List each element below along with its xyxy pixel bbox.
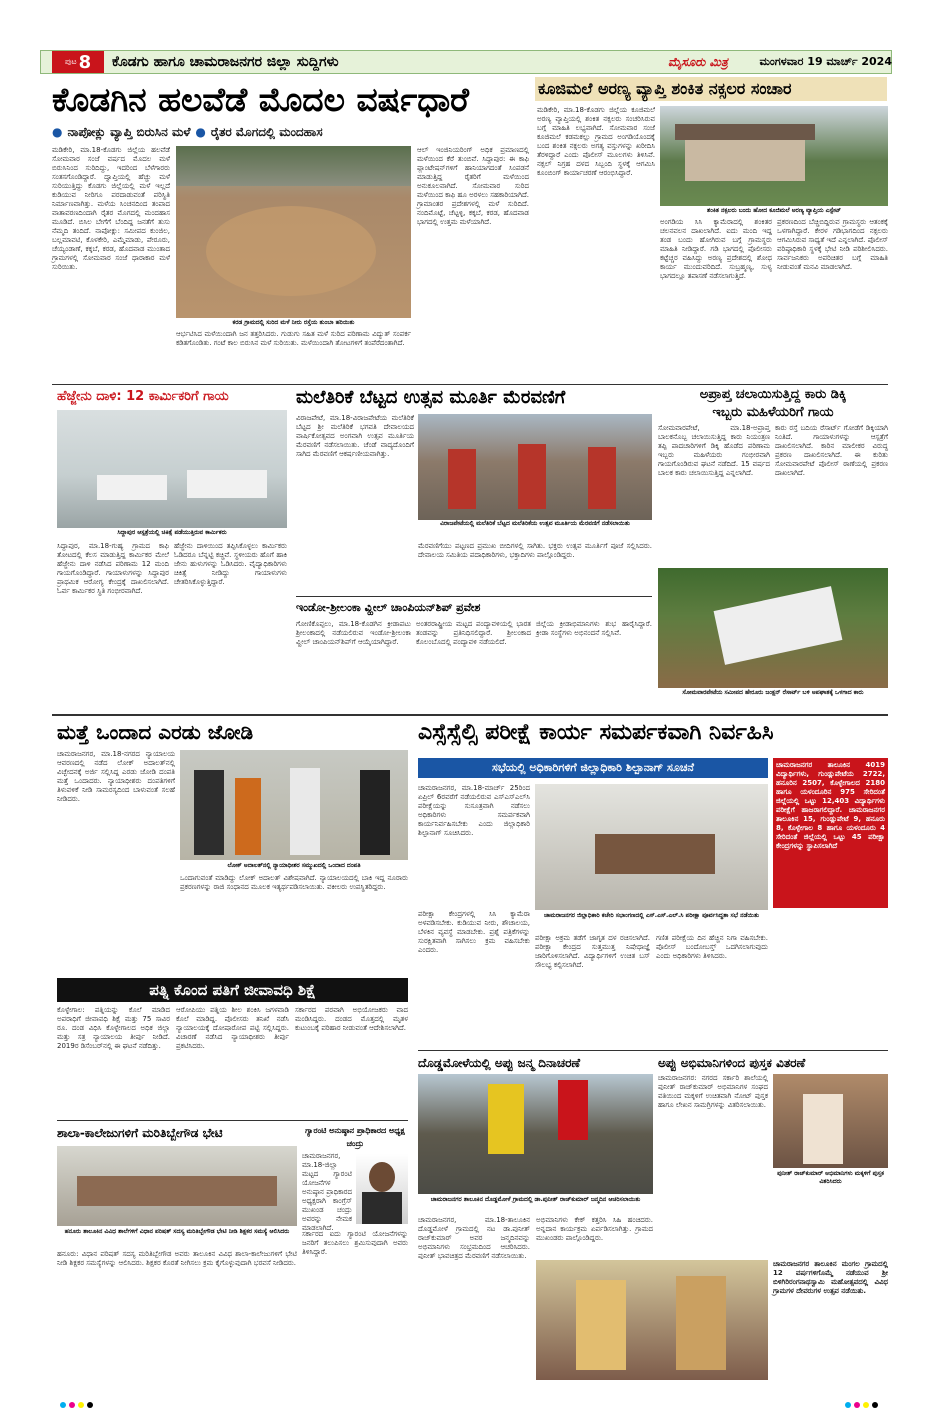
appu-birthday-headline: ದೊಡ್ಡಮೋಳೆಯಲ್ಲಿ ಅಪ್ಪು ಜನ್ಮ ದಿನಾಚರಣೆ [418, 1056, 581, 1070]
sslc-photo [535, 784, 768, 910]
cricket-col2: ಅಂತರರಾಷ್ಟ್ರೀಯ ಮಟ್ಟದ ಪಂದ್ಯಾವಳಿಯಲ್ಲಿ ಭಾರತ ತಂಡವನ್ನು ಪ್ರತಿನಿಧಿಸಲಿದ್ದಾರೆ. ಶ್ರೀಲಂಕಾದ ಕೊಲಂಬೊದಲ್ಲಿ ಪಂದ್ಯಾವಳಿ ನಡೆಯಲಿದೆ. [416, 620, 531, 646]
accident-photo-caption: ಸೋಮವಾರಪೇಟೆಯ ಸಮೀಪದ ಹೇರೂರು ಜಂಕ್ಷನ್ ರೆಸಾರ್ಟ್ ಬಳಿ ಅಪಘಾತಕ್ಕೆ ಒಳಗಾದ ಕಾರು [682, 689, 864, 696]
lead-col1: ಮಡಿಕೇರಿ, ಮಾ.18-ಕೊಡಗು ಜಿಲ್ಲೆಯ ಹಲವೆಡೆ ಸೋಮವಾರ ಸಂಜೆ ವರ್ಷದ ಮೊದಲ ಮಳೆ ಬಿರುಸಿನಿಂದ ಸುರಿದಿದ್ದು, ಇದರಿಂದ ಬೆಳೆಗಾರರು ಸಂತಸಗೊಂಡಿದ್ದಾರೆ. ದ್ವಾಪ್ತಿಯಲ್ಲಿ ಹೆಚ್ಚು ಮಳೆ ಸುರಿಯುತ್ತಿದ್ದು ಕೊಡಗು ಜಿಲ್ಲೆಯಲ್ಲಿ ಮಳೆ ಇಲ್ಲದೆ ಕುಡಿಯುವ ನೀರಿಗೂ ಪರದಾಡುವಂತೆ ಪರಿಸ್ಥಿತಿ ನಿರ್ಮಾಣವಾಗಿತ್ತು. ಮಳೆಯ ಸಿಂಚನದಿಂದ ತಂಪಾದ ವಾತಾವರಣದಿಂದಾಗಿ ರೈತರ ಮೊಗದಲ್ಲಿ ಮಂದಹಾಸ ಮೂಡಿದೆ. ಬಿಸಿಲ ಬೇಗೆಗೆ ಬೆಂದಿದ್ದ ಜನತೆಗೆ ತುಸು ನೆಮ್ಮದಿ ತಂದಿದೆ. ನಾಪೋಕ್ಲು: ಸಮೀಪದ ಕುಂಜಿಲ, ಬಲ್ಲಮಾವಟಿ, ಕೊಳಕೇರಿ, ಎಮ್ಮೆಮಾಡು, ಪೇರೂರು, ಚೆಯ್ಯಂಡಾಣೆ, ಕಕ್ಕಬೆ, ಕರಡ, ಹೊದವಾಡ ಮುಂತಾದ ಗ್ರಾಮಗಳಲ್ಲಿ ಸೋಮವಾರ ಸಂಜೆ ಧಾರಾಕಾರ ಮಳೆ ಸುರಿಯಿತು. [52, 146, 170, 271]
accident-headline1: ಅಪ್ರಾಪ್ತ ಚಲಾಯಿಸುತ್ತಿದ್ದ ಕಾರು ಡಿಕ್ಕಿ [699, 387, 847, 402]
kujimale-photo [660, 106, 888, 206]
school-photo-caption: ಹನೂರು ತಾಲೂಕಿನ ವಿವಿಧ ಶಾಲೆಗಳಿಗೆ ವಿಧಾನ ಪರಿಷತ್ ಸದಸ್ಯ ಮರಿತಿಬ್ಬೇಗೌಡ ಭೇಟಿ ನೀಡಿ ಶಿಕ್ಷಕರ ಸಮಸ್ಯೆ ಆಲಿಸಿದರು [64, 1228, 290, 1235]
wasp-col1: ಸಿದ್ದಾಪುರ, ಮಾ.18-ಗುಹ್ಯ ಗ್ರಾಮದ ಕಾಫಿ ತೋಟದಲ್ಲಿ ಕೆಲಸ ಮಾಡುತ್ತಿದ್ದ ಕಾರ್ಮಿಕರ ಮೇಲೆ ಹೆಜ್ಜೇನು ದಾಳಿ ನಡೆಸಿದ ಪರಿಣಾಮ 12 ಮಂದಿ ಗಾಯಗೊಂಡಿದ್ದಾರೆ. ಗಾಯಾಳುಗಳನ್ನು ಸಿದ್ದಾಪುರ ಪ್ರಾಥಮಿಕ ಆರೋಗ್ಯ ಕೇಂದ್ರಕ್ಕೆ ದಾಖಲಿಸಲಾಗಿದೆ. ಓರ್ವ ಕಾರ್ಮಿಕರ ಸ್ಥಿತಿ ಗಂಭೀರವಾಗಿದೆ. [57, 542, 169, 595]
sslc-box: ಚಾಮರಾಜನಗರ ತಾಲೂಕಿನ 4019 ವಿದ್ಯಾರ್ಥಿಗಳು, ಗುಂಡ್ಲುಪೇಟೆಯ 2722, ಹನೂರಿನ 2507, ಕೊಳ್ಳೇಗಾಲದ 2180 ಹಾಗೂ ಯಳಂದೂರಿನ 975 ಸೇರಿದಂತೆ ಜಿಲ್ಲೆಯಲ್ಲಿ ಒಟ್ಟು 12,403 ವಿದ್ಯಾರ್ಥಿಗಳು ಪರೀಕ್ಷೆಗೆ ಹಾಜರಾಗಲಿದ್ದಾರೆ. ಚಾಮರಾಜನಗರ ತಾಲೂಕಿನ 15, ಗುಂಡ್ಲುಪೇಟೆ 9, ಹನೂರು 8, ಕೊಳ್ಳೇಗಾಲ 8 ಹಾಗೂ ಯಳಂದೂರು 4 ಸೇರಿದಂತೆ ಜಿಲ್ಲೆಯಲ್ಲಿ ಒಟ್ಟು 45 ಪರೀಕ್ಷಾ ಕೇಂದ್ರಗಳನ್ನು ಸ್ಥಾಪಿಸಲಾಗಿದೆ [773, 758, 888, 908]
section-title: ಕೊಡಗು ಹಾಗೂ ಚಾಮರಾಜನಗರ ಜಿಲ್ಲಾ ಸುದ್ದಿಗಳು [112, 54, 339, 70]
accident-col1: ಸೋಮವಾರಪೇಟೆ, ಮಾ.18-ಅಪ್ರಾಪ್ತ ಬಾಲಕನೊಬ್ಬ ಚಲಾಯಿಸುತ್ತಿದ್ದ ಕಾರು ನಿಯಂತ್ರಣ ತಪ್ಪಿ ಪಾದಚಾರಿಗಳಿಗೆ ಡಿಕ್ಕಿ ಹೊಡೆದ ಪರಿಣಾಮ ಇಬ್ಬರು ಮಹಿಳೆಯರು ಗಂಭೀರವಾಗಿ ಗಾಯಗೊಂಡಿರುವ ಘಟನೆ ನಡೆದಿದೆ. 15 ವರ್ಷದ ಬಾಲಕ ಕಾರು ಚಲಾಯಿಸುತ್ತಿದ್ದ ಎನ್ನಲಾಗಿದೆ. [658, 424, 770, 477]
sslc-col4: ಗಣಿತ ಪರೀಕ್ಷೆಯ ದಿನ ಹೆಚ್ಚಿನ ನಿಗಾ ವಹಿಸಬೇಕು. ಪೊಲೀಸ್ ಬಂದೋಬಸ್ತ್ ಒದಗಿಸಲಾಗುವುದು ಎಂದು ಅಧಿಕಾರಿಗಳು ತಿಳಿಸಿದರು. [656, 934, 768, 960]
divider [418, 1050, 888, 1051]
betta-photo [418, 414, 652, 520]
page-label: ಪುಟ [64, 57, 77, 66]
accident-col2: ಕಾರು ರಸ್ತೆ ಬದಿಯ ರೆಸಾರ್ಟ್ ಗೋಡೆಗೆ ಡಿಕ್ಕಿಯಾಗಿ ನಿಂತಿದೆ. ಗಾಯಾಳುಗಳನ್ನು ಆಸ್ಪತ್ರೆಗೆ ದಾಖಲಿಸಲಾಗಿದೆ. ಕಾರಿನ ಮಾಲೀಕರ ವಿರುದ್ಧ ಪ್ರಕರಣ ದಾಖಲಿಸಲಾಗಿದೆ. ಈ ಕುರಿತು ಸೋಮವಾರಪೇಟೆ ಪೊಲೀಸ್ ಠಾಣೆಯಲ್ಲಿ ಪ್ರಕರಣ ದಾಖಲಾಗಿದೆ. [775, 424, 888, 477]
paper-name: ಮೈಸೂರು ಮಿತ್ರ [668, 55, 728, 69]
life-sentence-col1: ಕೊಳ್ಳೇಗಾಲ: ಪತ್ನಿಯನ್ನು ಕೊಲೆ ಮಾಡಿದ ಅಪರಾಧಿಗೆ ಜೀವಾವಧಿ ಶಿಕ್ಷೆ ಮತ್ತು 75 ಸಾವಿರ ರೂ. ದಂಡ ವಿಧಿಸಿ ಕೊಳ್ಳೇಗಾಲದ ಅಧಿಕ ಜಿಲ್ಲಾ ಮತ್ತು ಸತ್ರ ನ್ಯಾಯಾಲಯ ತೀರ್ಪು ನೀಡಿದೆ. 2019ರ ಡಿಸೆಂಬರ್‌ನಲ್ಲಿ ಈ ಘಟನೆ ನಡೆದಿತ್ತು. [57, 1006, 170, 1050]
appu-birthday-caption: ಚಾಮರಾಜನಗರ ತಾಲೂಕಿನ ದೊಡ್ಡಮೋಳೆ ಗ್ರಾಮದಲ್ಲಿ ಡಾ.ಪುನೀತ್ ರಾಜ್‌ಕುಮಾರ್ ಜನ್ಮದಿನ ಆಚರಿಸಲಾಯಿತು [430, 1196, 641, 1203]
cricket-col1: ಗೋಣಿಕೊಪ್ಪಲು, ಮಾ.18-ಕೊಡಗಿನ ಕ್ರೀಡಾಪಟು ಶ್ರೀಲಂಕಾದಲ್ಲಿ ನಡೆಯಲಿರುವ ಇಂಡೋ-ಶ್ರೀಲಂಕಾ ವ್ಹೀಲ್ ಚಾಂಪಿಯನ್‌ಶಿಪ್‌ಗೆ ಆಯ್ಕೆಯಾಗಿದ್ದಾರೆ. [296, 620, 411, 646]
school-headline: ಶಾಲಾ-ಕಾಲೇಜುಗಳಿಗೆ ಮರಿತಿಬ್ಬೇಗೌಡ ಭೇಟಿ [57, 1126, 223, 1140]
adalat-col2: ಒಂದಾಗುವಂತೆ ಮಾಡಿದ್ದು ಲೋಕ್ ಅದಾಲತ್ ವಿಶೇಷವಾಗಿದೆ. ನ್ಯಾಯಾಲಯದಲ್ಲಿ ಬಾಕಿ ಇದ್ದ ನೂರಾರು ಪ್ರಕರಣಗಳನ್ನು ರಾಜಿ ಸಂಧಾನದ ಮೂಲಕ ಇತ್ಯರ್ಥಪಡಿಸಲಾಯಿತು. ವಕೀಲರು ಉಪಸ್ಥಿತರಿದ್ದರು. [180, 874, 408, 891]
temple-photo [536, 1260, 768, 1380]
guarantee-headline: ಗ್ಯಾರಂಟಿ ಅನುಷ್ಠಾನ ಪ್ರಾಧಿಕಾರದ ಅಧ್ಯಕ್ಷ ಚಂದ್ರು [305, 1126, 405, 1148]
appu-books-caption: ಪುನೀತ್ ರಾಜ್‌ಕುಮಾರ್ ಅಭಿಮಾನಿಗಳು ಮಕ್ಕಳಿಗೆ ಪುಸ್ತಕ ವಿತರಿಸಿದರು [777, 1170, 884, 1185]
appu-books-photo [773, 1074, 888, 1168]
cricket-headline-bar [296, 596, 652, 597]
lead-photo [176, 146, 411, 318]
appu-books-col1: ಚಾಮರಾಜನಗರ: ನಗರದ ಸರ್ಕಾರಿ ಶಾಲೆಯಲ್ಲಿ ಪುನೀತ್ ರಾಜ್‌ಕುಮಾರ್ ಅಭಿಮಾನಿಗಳ ಸಂಘದ ವತಿಯಿಂದ ಮಕ್ಕಳಿಗೆ ಉಚಿತವಾಗಿ ನೋಟ್ ಪುಸ್ತಕ ಹಾಗೂ ಲೇಖನ ಸಾಮಗ್ರಿಗಳನ್ನು ವಿತರಿಸಲಾಯಿತು. [658, 1074, 768, 1109]
cricket-headline: ಇಂಡೋ-ಶ್ರೀಲಂಕಾ ವ್ಹೀಲ್ ಚಾಂಪಿಯನ್‌ಶಿಪ್ ಪ್ರವೇಶ [296, 601, 481, 614]
kujimale-col1: ಮಡಿಕೇರಿ, ಮಾ.18-ಕೊಡಗು ಜಿಲ್ಲೆಯ ಕೂಜಿಮಲೆ ಅರಣ್ಯ ವ್ಯಾಪ್ತಿಯಲ್ಲಿ ಶಂಕಿತ ನಕ್ಸಲರು ಸಂಚರಿಸಿರುವ ಬಗ್ಗೆ ಮಾಹಿತಿ ಲಭ್ಯವಾಗಿದೆ. ಸೋಮವಾರ ಸಂಜೆ ಕೂಜಿಮಲೆ ಕಡಮಕಲ್ಲು ಗ್ರಾಮದ ಅಂಗಡಿಯೊಂದಕ್ಕೆ ಬಂದ ಶಂಕಿತ ನಕ್ಸಲರು ಅಗತ್ಯ ವಸ್ತುಗಳನ್ನು ಖರೀದಿಸಿ ತೆರಳಿದ್ದಾರೆ ಎಂದು ಪೊಲೀಸ್ ಮೂಲಗಳು ತಿಳಿಸಿವೆ. ನಕ್ಸಲ್ ನಿಗ್ರಹ ದಳದ ಸಿಬ್ಬಂದಿ ಸ್ಥಳಕ್ಕೆ ಆಗಮಿಸಿ ಕೂಂಬಿಂಗ್ ಕಾರ್ಯಾಚರಣೆ ಆರಂಭಿಸಿದ್ದಾರೆ. [537, 106, 655, 177]
lead-col3: ಆಲ್ ಇಂಜಿನಿಯರಿಂಗ್ ಅಧಿಕ ಪ್ರಮಾಣದಲ್ಲಿ ಮಳೆಯಿಂದ ಕೆರೆ ತುಂಬಿವೆ. ಸಿದ್ದಾಪುರ: ಈ ಕಾಫಿ ಪ್ಲಾಂಟೇಷನ್‌ಗಳಿಗೆ ಹಾನಿಯಾಗದಂತೆ ಸಿಂಪಡನೆ ಮಾಡುತ್ತಿದ್ದ ರೈತರಿಗೆ ಮಳೆಯಿಂದ ಅನುಕೂಲವಾಗಿದೆ. ಸೋಮವಾರ ಸುರಿದ ಮಳೆಯಿಂದ ಕಾಫಿ ಹೂ ಅರಳಲು ಸಹಕಾರಿಯಾಗಿದೆ. ಗ್ರಾಮಾಂತರ ಪ್ರದೇಶಗಳಲ್ಲಿ ಮಳೆ ಸುರಿದಿದೆ. ನಂದಿಮೊಟ್ಟೆ, ಚೆಟ್ಟಳ್ಳಿ, ಕಕ್ಕಬೆ, ಕರಡ, ಹೊದವಾಡ ಭಾಗದಲ್ಲಿ ಉತ್ತಮ ಮಳೆಯಾಗಿದೆ. [417, 146, 529, 226]
kujimale-col3: ಪ್ರಕರಣದಿಂದ ಬೆಚ್ಚಿಬಿದ್ದಿರುವ ಗ್ರಾಮಸ್ಥರು ಆತಂಕಕ್ಕೆ ಒಳಗಾಗಿದ್ದಾರೆ. ಕೇರಳ ಗಡಿಭಾಗದಿಂದ ನಕ್ಸಲರು ಆಗಮಿಸಿರುವ ಸಾಧ್ಯತೆ ಇದೆ ಎನ್ನಲಾಗಿದೆ. ಪೊಲೀಸ್ ವರಿಷ್ಠಾಧಿಕಾರಿ ಸ್ಥಳಕ್ಕೆ ಭೇಟಿ ನೀಡಿ ಪರಿಶೀಲಿಸಿದರು. ಸಾರ್ವಜನಿಕರು ಅಪರಿಚಿತರ ಬಗ್ಗೆ ಮಾಹಿತಿ ನೀಡುವಂತೆ ಮನವಿ ಮಾಡಲಾಗಿದೆ. [777, 218, 888, 271]
guarantee-photo [356, 1154, 408, 1224]
betta-photo-caption: ವಿರಾಜಪೇಟೆಯಲ್ಲಿ ಮಲೆತಿರಿಕೆ ಬೆಟ್ಟದ ಮಲೆತಿರಿಕೆಯ ಉತ್ಸವ ಮೂರ್ತಿಯ ಮೆರವಣಿಗೆ ನಡೆಸಲಾಯಿತು [440, 520, 630, 527]
appu-birthday-photo [418, 1074, 653, 1194]
registration-marks [845, 1402, 885, 1410]
bullet-icon: ● [195, 125, 206, 139]
sslc-col3: ಪರೀಕ್ಷಾ ಅಕ್ರಮ ತಡೆಗೆ ಜಾಗೃತ ದಳ ರಚಿಸಲಾಗಿದೆ. ಪರೀಕ್ಷಾ ಕೇಂದ್ರದ ಸುತ್ತಮುತ್ತ ನಿಷೇಧಾಜ್ಞೆ ಜಾರಿಗೊಳಿಸಲಾಗಿದೆ. ವಿದ್ಯಾರ್ಥಿಗಳಿಗೆ ಉಚಿತ ಬಸ್ ಸೌಲಭ್ಯ ಕಲ್ಪಿಸಲಾಗಿದೆ. [535, 934, 650, 969]
betta-col1: ವಿರಾಜಪೇಟೆ, ಮಾ.18-ವಿರಾಜಪೇಟೆಯ ಮಲೆತಿರಿಕೆ ಬೆಟ್ಟದ ಶ್ರೀ ಮಲೆತಿರಿಕೆ ಭಗವತಿ ದೇವಾಲಯದ ವಾರ್ಷಿಕೋತ್ಸವದ ಅಂಗವಾಗಿ ಉತ್ಸವ ಮೂರ್ತಿಯ ಮೆರವಣಿಗೆ ನಡೆಸಲಾಯಿತು. ಚೆಂಡೆ ವಾದ್ಯದೊಂದಿಗೆ ಸಾಗಿದ ಮೆರವಣಿಗೆ ಆಕರ್ಷಣೀಯವಾಗಿತ್ತು. [296, 414, 414, 458]
wasp-photo-caption: ಸಿದ್ದಾಪುರ ಆಸ್ಪತ್ರೆಯಲ್ಲಿ ಚಿಕಿತ್ಸೆ ಪಡೆಯುತ್ತಿರುವ ಕಾರ್ಮಿಕರು [117, 529, 227, 536]
appu-books-headline: ಅಪ್ಪು ಅಭಿಮಾನಿಗಳಿಂದ ಪುಸ್ತಕ ವಿತರಣೆ [658, 1056, 806, 1070]
lead-subheads [52, 122, 532, 142]
lead-headline: ಕೊಡಗಿನ ಹಲವೆಡೆ ಮೊದಲ ವರ್ಷಧಾರೆ [52, 80, 469, 119]
appu-birthday-col2: ಅಭಿಮಾನಿಗಳು ಕೇಕ್ ಕತ್ತರಿಸಿ ಸಿಹಿ ಹಂಚಿದರು. ಅನ್ನದಾನ ಕಾರ್ಯಕ್ರಮ ಏರ್ಪಡಿಸಲಾಗಿತ್ತು. ಗ್ರಾಮದ ಮುಖಂಡರು ಪಾಲ್ಗೊಂಡಿದ್ದರು. [536, 1216, 653, 1242]
divider [52, 384, 888, 385]
lead-col2: ಆರ್ಭಟಿಸಿದ ಮಳೆಯಿಂದಾಗಿ ಜನ ತತ್ತರಿಸಿದರು. ಗುಡುಗು ಸಹಿತ ಮಳೆ ಸುರಿದ ಪರಿಣಾಮ ವಿದ್ಯುತ್ ಸಂಪರ್ಕ ಕಡಿತಗೊಂಡಿತು. ಗಂಟೆ ಕಾಲ ಬಿರುಸಿನ ಮಳೆ ಸುರಿಯಿತು. ಮಳೆಯಿಂದಾಗಿ ತೋಟಗಳಿಗೆ ತಂಪೆರೆದಂತಾಗಿದೆ. [176, 330, 411, 347]
page-number: 8 [78, 51, 92, 73]
sslc-col1: ಚಾಮರಾಜನಗರ, ಮಾ.18-ಮಾರ್ಚ್ 25ರಿಂದ ಏಪ್ರಿಲ್ 6ರವರೆಗೆ ನಡೆಯಲಿರುವ ಎಸ್‌ಎಸ್‌ಎಲ್‌ಸಿ ಪರೀಕ್ಷೆಯನ್ನು ಸುಸೂತ್ರವಾಗಿ ನಡೆಸಲು ಅಧಿಕಾರಿಗಳು ಸಮರ್ಪಕವಾಗಿ ಕಾರ್ಯನಿರ್ವಹಿಸಬೇಕು ಎಂದು ಜಿಲ್ಲಾಧಿಕಾರಿ ಶಿಲ್ಪಾನಾಗ್ ಸೂಚಿಸಿದರು. [418, 784, 530, 837]
life-sentence-col2: ಆರೋಪಿಯು ಪತ್ನಿಯ ಶೀಲ ಶಂಕಿಸಿ ಜಗಳವಾಡಿ ಕೊಲೆ ಮಾಡಿದ್ದ. ಪೊಲೀಸರು ತನಿಖೆ ನಡೆಸಿ ನ್ಯಾಯಾಲಯಕ್ಕೆ ದೋಷಾರೋಪ ಪಟ್ಟಿ ಸಲ್ಲಿಸಿದ್ದರು. ವಿಚಾರಣೆ ನಡೆಸಿದ ನ್ಯಾಯಾಧೀಶರು ತೀರ್ಪು ಪ್ರಕಟಿಸಿದರು. [176, 1006, 289, 1050]
wasp-headline: ಹೆಜ್ಜೇನು ದಾಳಿ: 12 ಕಾರ್ಮಿಕರಿಗೆ ಗಾಯ [57, 389, 229, 404]
sslc-headline: ಎಸ್ಸೆಸ್ಸೆಲ್ಸಿ ಪರೀಕ್ಷೆ ಕಾರ್ಯ ಸಮರ್ಪಕವಾಗಿ ನಿರ್ವಹಿಸಿ [418, 720, 774, 745]
life-sentence-col3: ಸರ್ಕಾರದ ಪರವಾಗಿ ಅಭಿಯೋಜಕರು ವಾದ ಮಂಡಿಸಿದ್ದರು. ದಂಡದ ಮೊತ್ತದಲ್ಲಿ ಮೃತಳ ಕುಟುಂಬಕ್ಕೆ ಪರಿಹಾರ ನೀಡುವಂತೆ ಆದೇಶಿಸಲಾಗಿದೆ. [295, 1006, 408, 1032]
accident-photo [658, 568, 888, 688]
wasp-photo [57, 410, 287, 528]
bullet-icon: ● [52, 125, 63, 139]
life-sentence-headline: ಪತ್ನಿ ಕೊಂದ ಪತಿಗೆ ಜೀವಾವಧಿ ಶಿಕ್ಷೆ [57, 978, 408, 1002]
wasp-col2: ಹೆಜ್ಜೇನು ದಾಳಿಯಿಂದ ತಪ್ಪಿಸಿಕೊಳ್ಳಲು ಕಾರ್ಮಿಕರು ಓಡಿದರೂ ಬೆನ್ನಟ್ಟಿ ಕಚ್ಚಿವೆ. ಸ್ಥಳೀಯರು ಹೊಗೆ ಹಾಕಿ ಜೇನು ಹುಳುಗಳನ್ನು ಓಡಿಸಿದರು. ವೈದ್ಯಾಧಿಕಾರಿಗಳು ಚಿಕಿತ್ಸೆ ನೀಡಿದ್ದು ಗಾಯಾಳುಗಳು ಚೇತರಿಸಿಕೊಳ್ಳುತ್ತಿದ್ದಾರೆ. [174, 542, 287, 586]
issue-date: ಮಂಗಳವಾರ 19 ಮಾರ್ಚ್ 2024 [759, 55, 892, 68]
adalat-headline: ಮತ್ತೆ ಒಂದಾದ ಎರಡು ಜೋಡಿ [57, 720, 254, 744]
school-col1: ಹನೂರು: ವಿಧಾನ ಪರಿಷತ್ ಸದಸ್ಯ ಮರಿತಿಬ್ಬೇಗೌಡ ಅವರು ತಾಲೂಕಿನ ವಿವಿಧ ಶಾಲಾ-ಕಾಲೇಜುಗಳಿಗೆ ಭೇಟಿ ನೀಡಿ ಶಿಕ್ಷಕರ ಸಮಸ್ಯೆಗಳನ್ನು ಆಲಿಸಿದರು. ಶಿಕ್ಷಕರ ಕೊರತೆ ನೀಗಿಸಲು ಕ್ರಮ ಕೈಗೊಳ್ಳುವುದಾಗಿ ಭರವಸೆ ನೀಡಿದರು. [57, 1250, 297, 1267]
betta-col2: ಮೆರವಣಿಗೆಯು ಪಟ್ಟಣದ ಪ್ರಮುಖ ಬೀದಿಗಳಲ್ಲಿ ಸಾಗಿತು. ಭಕ್ತರು ಉತ್ಸವ ಮೂರ್ತಿಗೆ ಪೂಜೆ ಸಲ್ಲಿಸಿದರು. ದೇವಾಲಯ ಸಮಿತಿಯ ಪದಾಧಿಕಾರಿಗಳು, ಭಕ್ತಾದಿಗಳು ಪಾಲ್ಗೊಂಡಿದ್ದರು. [418, 542, 652, 559]
kujimale-col2: ಅಂಗಡಿಯ ಸಿಸಿ ಕ್ಯಾಮೆರಾದಲ್ಲಿ ಶಂಕಿತರ ಚಲನವಲನ ದಾಖಲಾಗಿದೆ. ಐದು ಮಂದಿ ಇದ್ದ ತಂಡ ಬಂದು ಹೋಗಿರುವ ಬಗ್ಗೆ ಗ್ರಾಮಸ್ಥರು ಮಾಹಿತಿ ನೀಡಿದ್ದಾರೆ. ಗಡಿ ಭಾಗದಲ್ಲಿ ಪೊಲೀಸರು ಕಟ್ಟೆಚ್ಚರ ವಹಿಸಿದ್ದು ಅರಣ್ಯ ಪ್ರದೇಶದಲ್ಲಿ ಶೋಧ ಕಾರ್ಯ ಮುಂದುವರಿದಿದೆ. ಸುಬ್ರಹ್ಮಣ್ಯ, ಸುಳ್ಯ ಭಾಗದಲ್ಲೂ ತಪಾಸಣೆ ನಡೆಸಲಾಗುತ್ತಿದೆ. [660, 218, 772, 280]
guarantee-col1: ಚಾಮರಾಜನಗರ, ಮಾ.18-ಜಿಲ್ಲಾ ಮಟ್ಟದ ಗ್ಯಾರಂಟಿ ಯೋಜನೆಗಳ ಅನುಷ್ಠಾನ ಪ್ರಾಧಿಕಾರದ ಅಧ್ಯಕ್ಷರಾಗಿ ಕಾಂಗ್ರೆಸ್ ಮುಖಂಡ ಚಂದ್ರು ಅವರನ್ನು ನೇಮಕ ಮಾಡಲಾಗಿದೆ. [302, 1152, 352, 1232]
sslc-col2: ಪರೀಕ್ಷಾ ಕೇಂದ್ರಗಳಲ್ಲಿ ಸಿಸಿ ಕ್ಯಾಮೆರಾ ಅಳವಡಿಸಬೇಕು. ಕುಡಿಯುವ ನೀರು, ಶೌಚಾಲಯ, ಬೆಳಕಿನ ವ್ಯವಸ್ಥೆ ಮಾಡಬೇಕು. ಪ್ರಶ್ನೆ ಪತ್ರಿಕೆಗಳನ್ನು ಸುರಕ್ಷಿತವಾಗಿ ಸಾಗಿಸಲು ಕ್ರಮ ವಹಿಸಬೇಕು ಎಂದರು. [418, 910, 530, 954]
kujimale-headline: ಕೂಜಿಮಲೆ ಅರಣ್ಯ ವ್ಯಾಪ್ತಿ ಶಂಕಿತ ನಕ್ಸಲರ ಸಂಚಾರ [538, 79, 792, 98]
sslc-photo-caption: ಚಾಮರಾಜನಗರ ಜಿಲ್ಲಾಧಿಕಾರಿ ಕಚೇರಿ ಸಭಾಂಗಣದಲ್ಲಿ ಎಸ್.ಎಸ್.ಎಲ್.ಸಿ ಪರೀಕ್ಷಾ ಪೂರ್ವಸಿದ್ಧತಾ ಸಭೆ ನಡೆಯಿತು [543, 912, 760, 919]
divider [57, 1120, 408, 1121]
guarantee-col2: ಸರ್ಕಾರದ ಐದು ಗ್ಯಾರಂಟಿ ಯೋಜನೆಗಳನ್ನು ಜನರಿಗೆ ತಲುಪಿಸಲು ಶ್ರಮಿಸುವುದಾಗಿ ಅವರು ತಿಳಿಸಿದ್ದಾರೆ. [302, 1230, 408, 1256]
accident-headline2: ಇಬ್ಬರು ಮಹಿಳೆಯರಿಗೆ ಗಾಯ [712, 405, 834, 420]
divider [52, 714, 888, 716]
cricket-col3: ಜಿಲ್ಲೆಯ ಕ್ರೀಡಾಭಿಮಾನಿಗಳು ಶುಭ ಹಾರೈಸಿದ್ದಾರೆ. ಕ್ರೀಡಾ ಸಂಸ್ಥೆಗಳು ಅಭಿನಂದನೆ ಸಲ್ಲಿಸಿವೆ. [536, 620, 652, 637]
lead-sub2: ರೈತರ ಮೊಗದಲ್ಲಿ ಮಂದಹಾಸ [210, 124, 323, 139]
appu-birthday-col1: ಚಾಮರಾಜನಗರ, ಮಾ.18-ತಾಲೂಕಿನ ದೊಡ್ಡಮೋಳೆ ಗ್ರಾಮದಲ್ಲಿ ನಟ ಡಾ.ಪುನೀತ್ ರಾಜ್‌ಕುಮಾರ್ ಅವರ ಜನ್ಮದಿನವನ್ನು ಅಭಿಮಾನಿಗಳು ಸಂಭ್ರಮದಿಂದ ಆಚರಿಸಿದರು. ಪುನೀತ್ ಭಾವಚಿತ್ರದ ಮೆರವಣಿಗೆ ನಡೆಸಲಾಯಿತು. [418, 1216, 530, 1260]
lead-photo-caption: ಕರಡ ಗ್ರಾಮದಲ್ಲಿ ಸುರಿದ ಮಳೆ ನೀರು ರಸ್ತೆಯ ತುಂಬಾ ಹರಿಯಿತು [232, 319, 355, 326]
lead-sub1: ನಾಪೋಕ್ಲು ವ್ಯಾಪ್ತಿ ಬಿರುಸಿನ ಮಳೆ [67, 124, 191, 139]
adalat-photo [180, 750, 408, 860]
kujimale-photo-caption: ಶಂಕಿತ ನಕ್ಸಲರು ಬಂದು ಹೋದ ಕೂಜಿಮಲೆ ಅರಣ್ಯ ವ್ಯಾಪ್ತಿಯ ಎಸ್ಟೇಟ್ [707, 207, 841, 214]
school-photo [57, 1146, 297, 1226]
registration-marks [60, 1402, 100, 1410]
adalat-col1: ಚಾಮರಾಜನಗರ, ಮಾ.18-ನಗರದ ನ್ಯಾಯಾಲಯ ಆವರಣದಲ್ಲಿ ನಡೆದ ಲೋಕ್ ಅದಾಲತ್‌ನಲ್ಲಿ ವಿಚ್ಛೇದನಕ್ಕೆ ಅರ್ಜಿ ಸಲ್ಲಿಸಿದ್ದ ಎರಡು ಜೋಡಿ ದಂಪತಿ ಮತ್ತೆ ಒಂದಾದರು. ನ್ಯಾಯಾಧೀಶರು ದಂಪತಿಗಳಿಗೆ ತಿಳುವಳಿಕೆ ನೀಡಿ ಸಾಮರಸ್ಯದಿಂದ ಬಾಳುವಂತೆ ಸಲಹೆ ನೀಡಿದರು. [57, 750, 175, 803]
adalat-photo-caption: ಲೋಕ್ ಅದಾಲತ್‌ನಲ್ಲಿ ನ್ಯಾಯಾಧೀಶರ ಸಮ್ಮುಖದಲ್ಲಿ ಒಂದಾದ ದಂಪತಿ [227, 862, 361, 869]
betta-headline: ಮಲೆತಿರಿಕೆ ಬೆಟ್ಟದ ಉತ್ಸವ ಮೂರ್ತಿ ಮೆರವಣಿಗೆ [296, 387, 566, 408]
page-number-badge [52, 51, 104, 73]
sslc-subhead: ಸಭೆಯಲ್ಲಿ ಅಧಿಕಾರಿಗಳಿಗೆ ಜಿಲ್ಲಾಧಿಕಾರಿ ಶಿಲ್ಪಾನಾಗ್ ಸೂಚನೆ [418, 758, 768, 778]
temple-col1: ಚಾಮರಾಜನಗರ ತಾಲೂಕಿನ ಮಂಗಲ ಗ್ರಾಮದಲ್ಲಿ 12 ವರ್ಷಗಳಿಗೊಮ್ಮೆ ನಡೆಯುವ ಶ್ರೀ ಬಿಳಿಗಿರಿರಂಗನಾಥಸ್ವಾಮಿ ಮಹೋತ್ಸವದಲ್ಲಿ ವಿವಿಧ ಗ್ರಾಮಗಳ ದೇವರುಗಳ ಉತ್ಸವ ನಡೆಯಿತು. [773, 1260, 888, 1295]
